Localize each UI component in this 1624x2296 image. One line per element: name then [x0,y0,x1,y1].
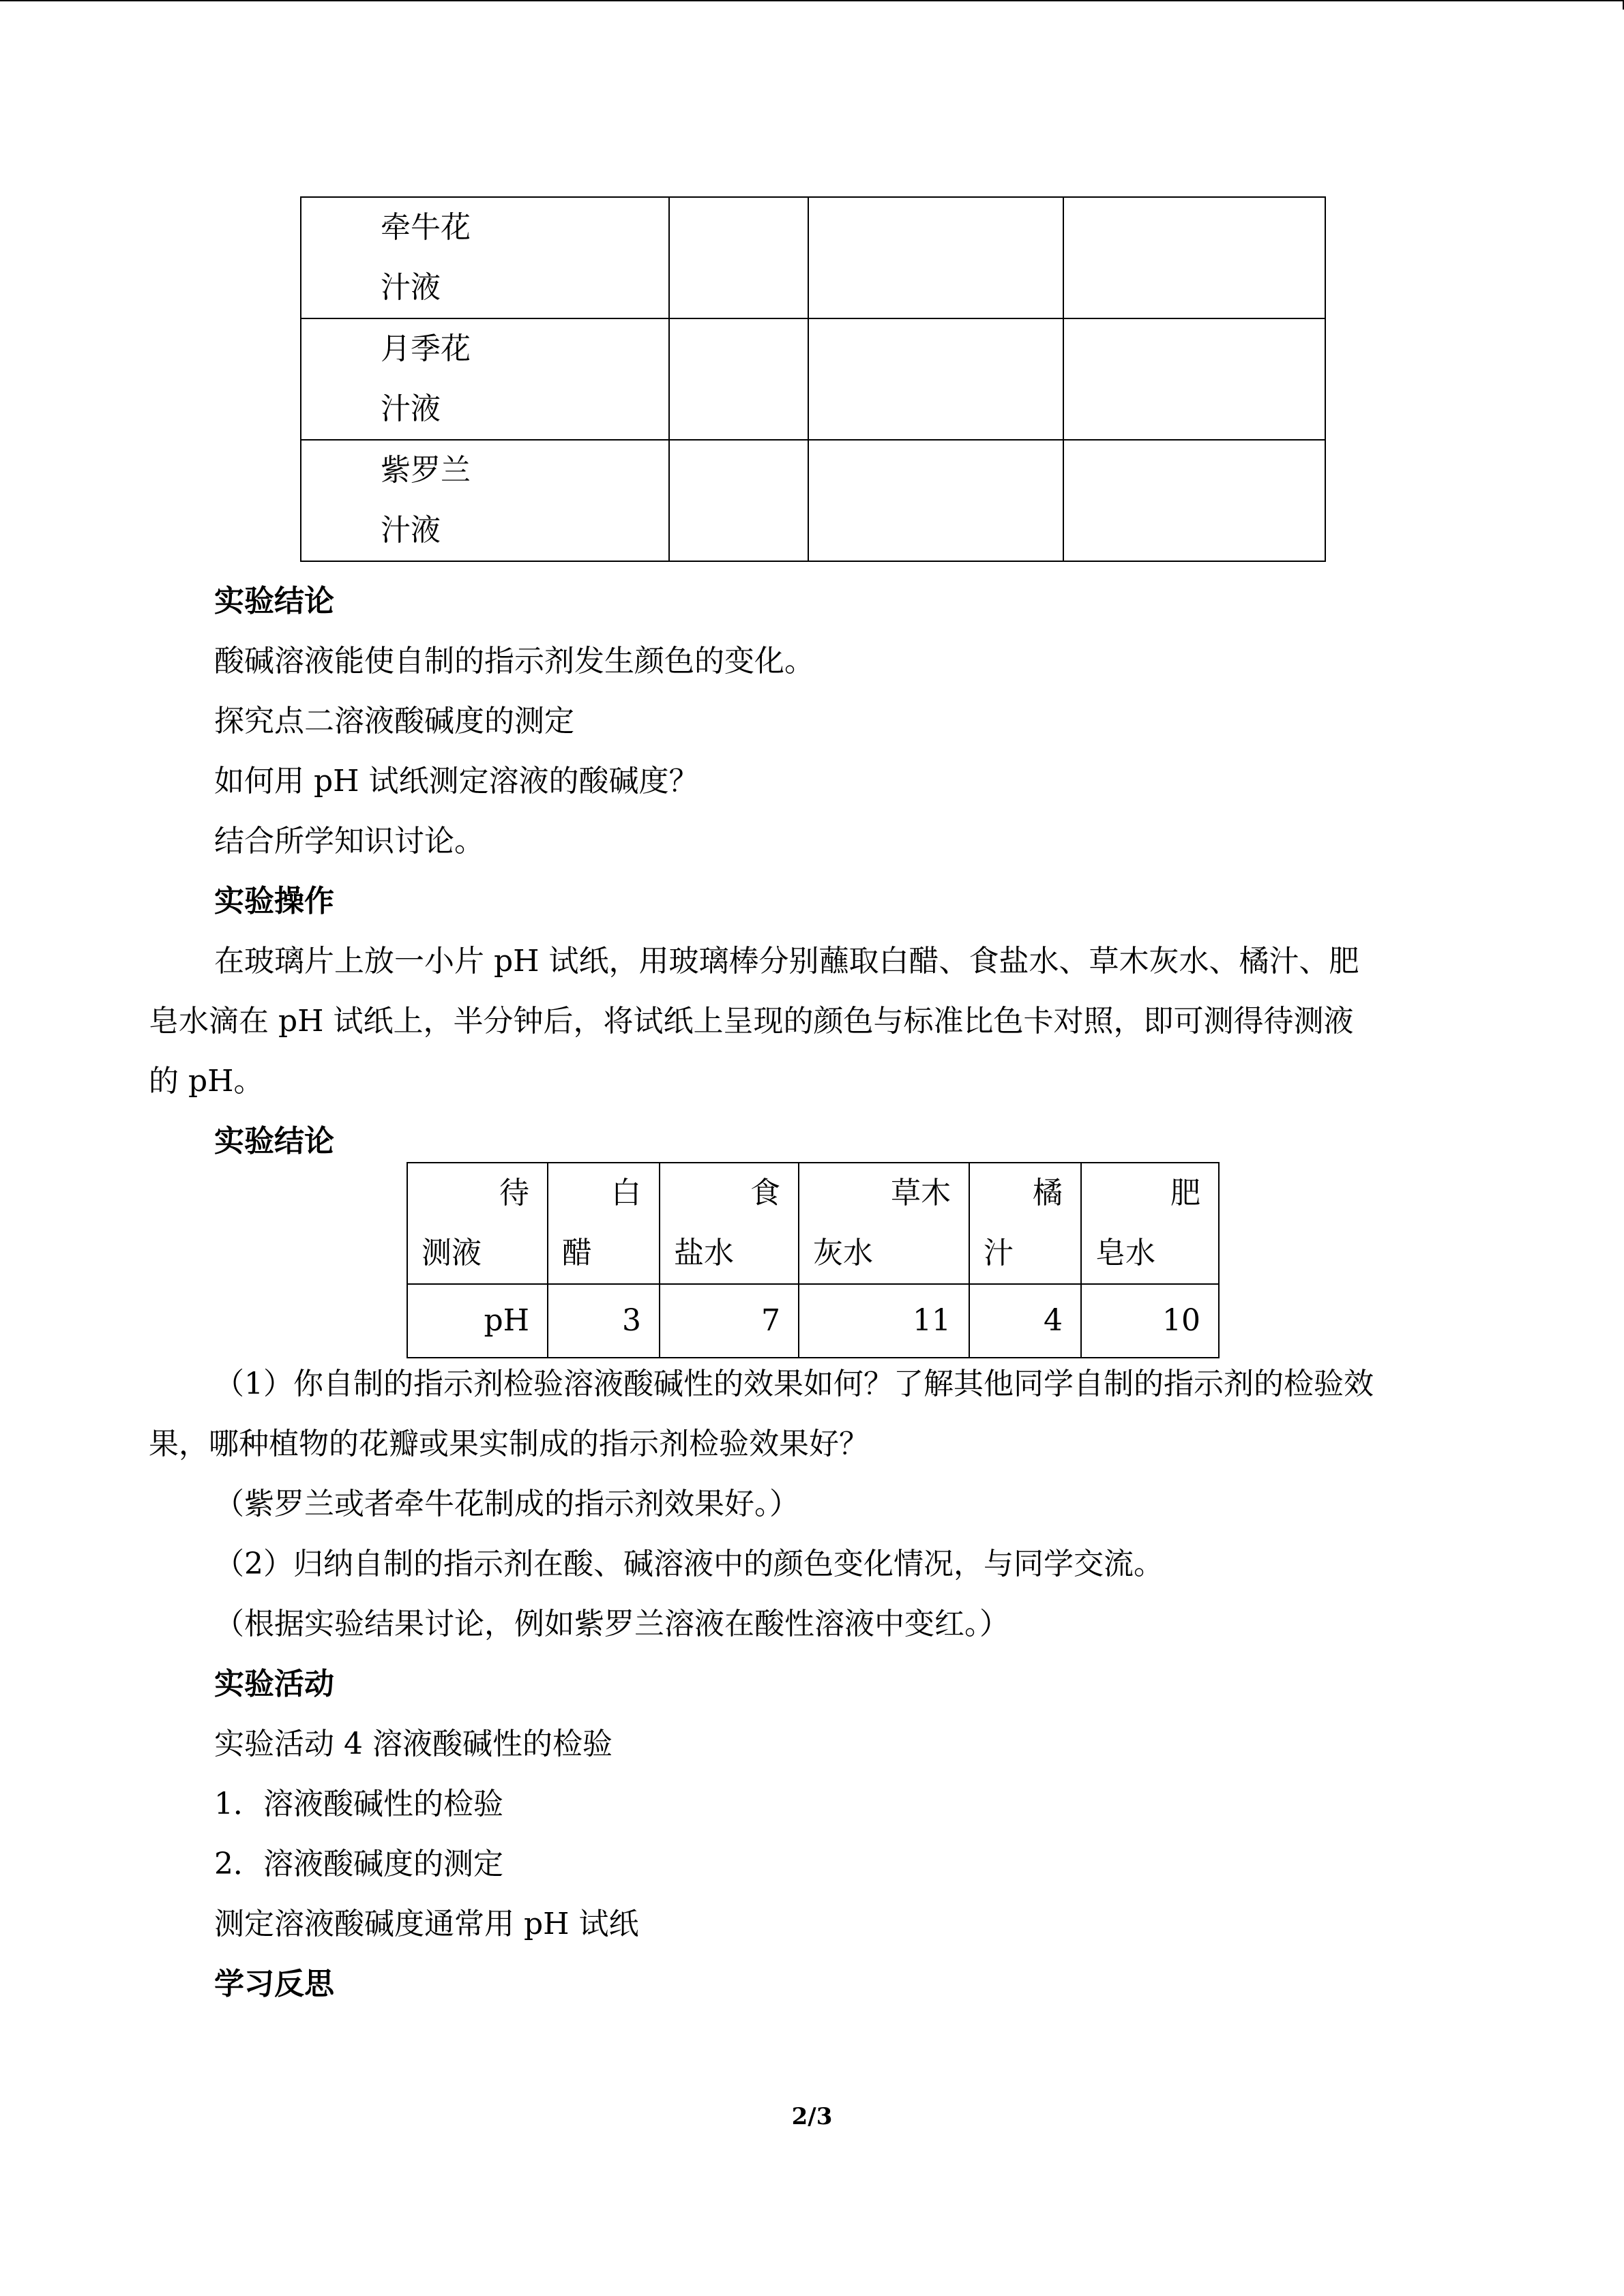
header-bottom-text: 汁 [984,1236,1014,1270]
header-top-text: 白 [611,1176,641,1210]
header-bottom-text: 醋 [562,1236,592,1270]
ph-value-cell: 7 [660,1284,799,1358]
ph-value-cell: 11 [799,1284,969,1358]
header-cell [548,1163,660,1284]
list-item: 1．溶液酸碱性的检验 [214,1787,503,1821]
table-cell [808,197,1063,318]
table-row [407,1284,1219,1358]
heading-operation: 实验操作 [214,884,334,919]
top-border-line [0,0,1624,1]
question-2: （2）归纳自制的指示剂在酸、碱溶液中的颜色变化情况，与同学交流。 [214,1547,1164,1581]
indicator-juice-table [300,196,1326,562]
table-header-row [407,1163,1219,1284]
heading-activity: 实验活动 [214,1667,334,1701]
table-cell [1063,440,1325,561]
table-cell [301,197,669,318]
header-bottom-text: 皂水 [1095,1236,1155,1270]
header-top-text: 草木 [891,1176,951,1210]
table-cell [808,318,1063,440]
table-row [301,197,1325,318]
ph-label-cell: pH [407,1284,548,1358]
paragraph-activity: 实验活动 4 溶液酸碱性的检验 [214,1727,612,1761]
ph-value-cell: 4 [969,1284,1081,1358]
ph-value-cell: 3 [548,1284,660,1358]
header-top-text: 食 [750,1176,780,1210]
paragraph-discuss: 结合所学知识讨论。 [214,824,484,859]
paragraph-operation-line1: 在玻璃片上放一小片 pH 试纸，用玻璃棒分别蘸取白醋、食盐水、草木灰水、橘汁、肥 [214,944,1359,979]
header-bottom-text: 测液 [422,1236,482,1270]
heading-reflection: 学习反思 [214,1967,334,2001]
header-bottom-text: 盐水 [674,1236,734,1270]
table-cell [669,440,808,561]
page-number: 2/3 [791,2103,833,2130]
table-cell [808,440,1063,561]
answer-2: （根据实验结果讨论，例如紫罗兰溶液在酸性溶液中变红。） [214,1607,1009,1641]
question-1-line1: （1）你自制的指示剂检验溶液酸碱性的效果如何？了解其他同学自制的指示剂的检验效 [214,1367,1374,1401]
row-label-line1: 月季花 [381,331,471,366]
table-row [301,318,1325,440]
header-cell [1081,1163,1219,1284]
row-label-line2: 汁液 [381,391,441,426]
table-cell [1063,318,1325,440]
row-label-line2: 汁液 [381,513,441,548]
paragraph-operation-line3: 的 pH。 [149,1064,264,1099]
header-cell [969,1163,1081,1284]
row-label-line1: 牵牛花 [381,210,471,245]
table-cell [301,440,669,561]
header-cell [407,1163,548,1284]
ph-value-table [407,1162,1220,1358]
paragraph-conclusion-1: 酸碱溶液能使自制的指示剂发生颜色的变化。 [214,644,814,679]
table-row [301,440,1325,561]
table-cell [669,197,808,318]
question-1-line2: 果，哪种植物的花瓣或果实制成的指示剂检验效果好？ [149,1427,869,1461]
header-cell [660,1163,799,1284]
table-cell [1063,197,1325,318]
paragraph-question: 如何用 pH 试纸测定溶液的酸碱度？ [214,764,699,799]
paragraph-operation-line2: 皂水滴在 pH 试纸上，半分钟后，将试纸上呈现的颜色与标准比色卡对照，即可测得待测液 [149,1004,1354,1039]
heading-conclusion-2: 实验结论 [214,1124,334,1159]
table-cell [669,318,808,440]
paragraph-explore-point-2: 探究点二溶液酸碱度的测定 [214,704,574,739]
table-cell [301,318,669,440]
ph-value-cell: 10 [1081,1284,1219,1358]
row-label-line2: 汁液 [381,270,441,305]
header-top-text: 待 [499,1176,529,1210]
header-top-text: 橘 [1033,1176,1063,1210]
answer-1: （紫罗兰或者牵牛花制成的指示剂效果好。） [214,1487,799,1521]
heading-conclusion-1: 实验结论 [214,584,334,618]
list-item: 2．溶液酸碱度的测定 [214,1847,503,1881]
row-label-line1: 紫罗兰 [381,453,471,488]
header-top-text: 肥 [1170,1176,1200,1210]
header-bottom-text: 灰水 [813,1236,873,1270]
paragraph-note: 测定溶液酸碱度通常用 pH 试纸 [214,1907,639,1941]
header-cell [799,1163,969,1284]
